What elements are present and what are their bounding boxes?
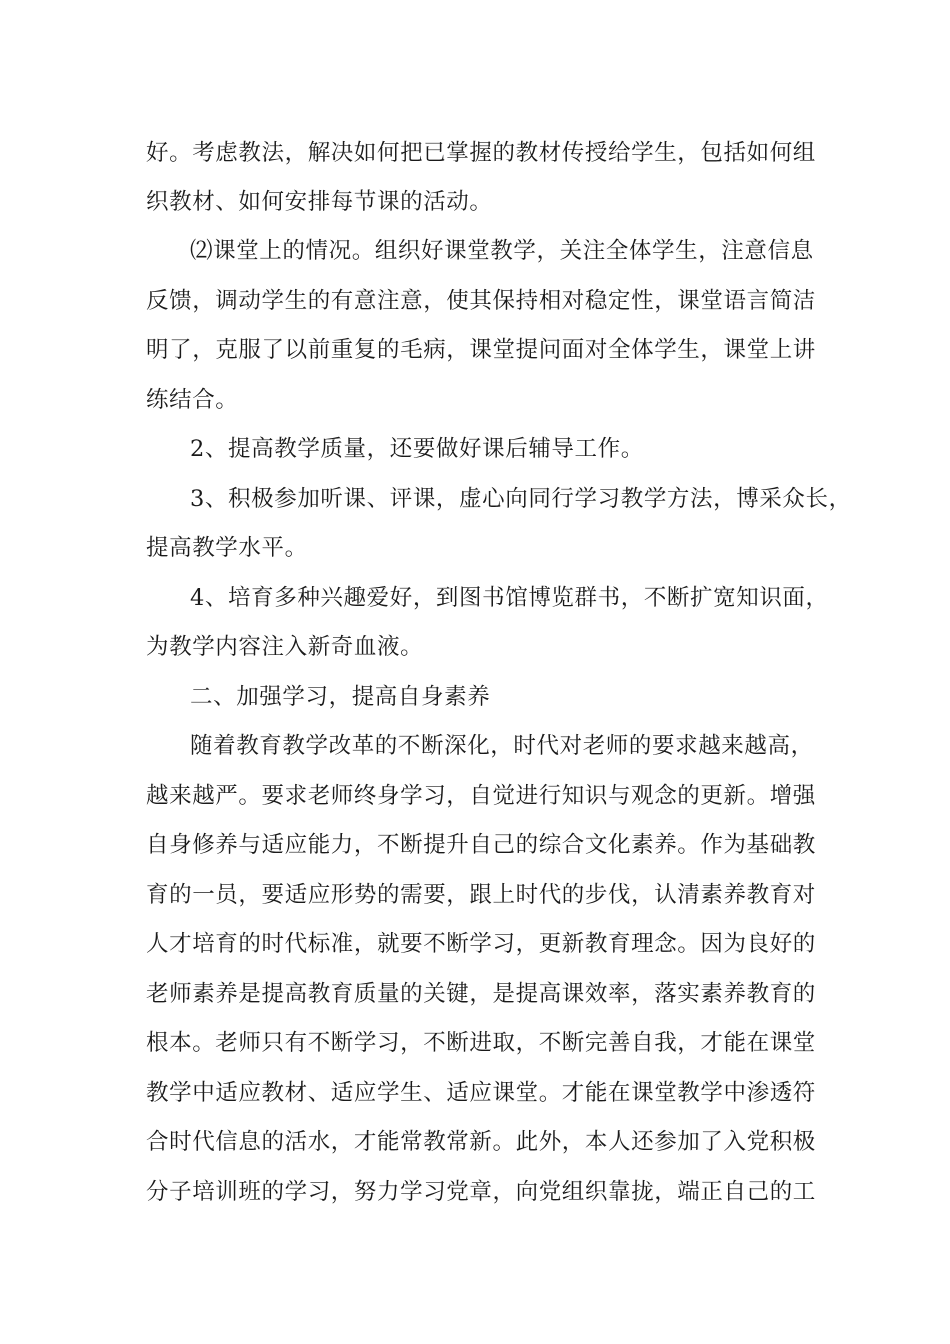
- text-line: 老师素养是提高教育质量的关键，是提高课效率，落实素养教育的: [146, 981, 816, 1007]
- text-line: 合时代信息的活水，才能常教常新。此外，本人还参加了入党积极: [146, 1129, 816, 1155]
- text-line: 4、培育多种兴趣爱好，到图书馆博览群书，不断扩宽知识面，: [190, 585, 829, 611]
- text-line: 织教材、如何安排每节课的活动。: [146, 189, 493, 215]
- text-line: 3、积极参加听课、评课，虚心向同行学习教学方法，博采众长，: [190, 486, 852, 512]
- text-line: 明了，克服了以前重复的毛病，课堂提问面对全体学生，课堂上讲: [146, 337, 816, 363]
- text-line: 根本。老师只有不断学习，不断进取，不断完善自我，才能在课堂: [146, 1030, 816, 1056]
- text-line: 2、提高教学质量，还要做好课后辅导工作。: [190, 436, 644, 462]
- text-line: 自身修养与适应能力，不断提升自己的综合文化素养。作为基础教: [146, 832, 816, 858]
- text-line: ⑵课堂上的情况。组织好课堂教学，关注全体学生，注意信息: [190, 238, 814, 264]
- text-line: 好。考虑教法，解决如何把已掌握的教材传授给学生，包括如何组: [146, 140, 816, 166]
- text-line: 教学中适应教材、适应学生、适应课堂。才能在课堂教学中渗透符: [146, 1080, 816, 1106]
- text-line: 练结合。: [146, 387, 239, 413]
- section-heading: 二、加强学习，提高自身素养: [190, 684, 491, 710]
- text-line: 越来越严。要求老师终身学习，自觉进行知识与观念的更新。增强: [146, 783, 816, 809]
- text-line: 提高教学水平。: [146, 535, 308, 561]
- text-line: 育的一员，要适应形势的需要，跟上时代的步伐，认清素养教育对: [146, 882, 816, 908]
- text-line: 反馈，调动学生的有意注意，使其保持相对稳定性，课堂语言简洁: [146, 288, 816, 314]
- text-line: 分子培训班的学习，努力学习党章，向党组织靠拢，端正自己的工: [146, 1179, 816, 1205]
- text-line: 人才培育的时代标准，就要不断学习，更新教育理念。因为良好的: [146, 931, 816, 957]
- text-line: 为教学内容注入新奇血液。: [146, 634, 424, 660]
- text-line: 随着教育教学改革的不断深化，时代对老师的要求越来越高，: [190, 733, 814, 759]
